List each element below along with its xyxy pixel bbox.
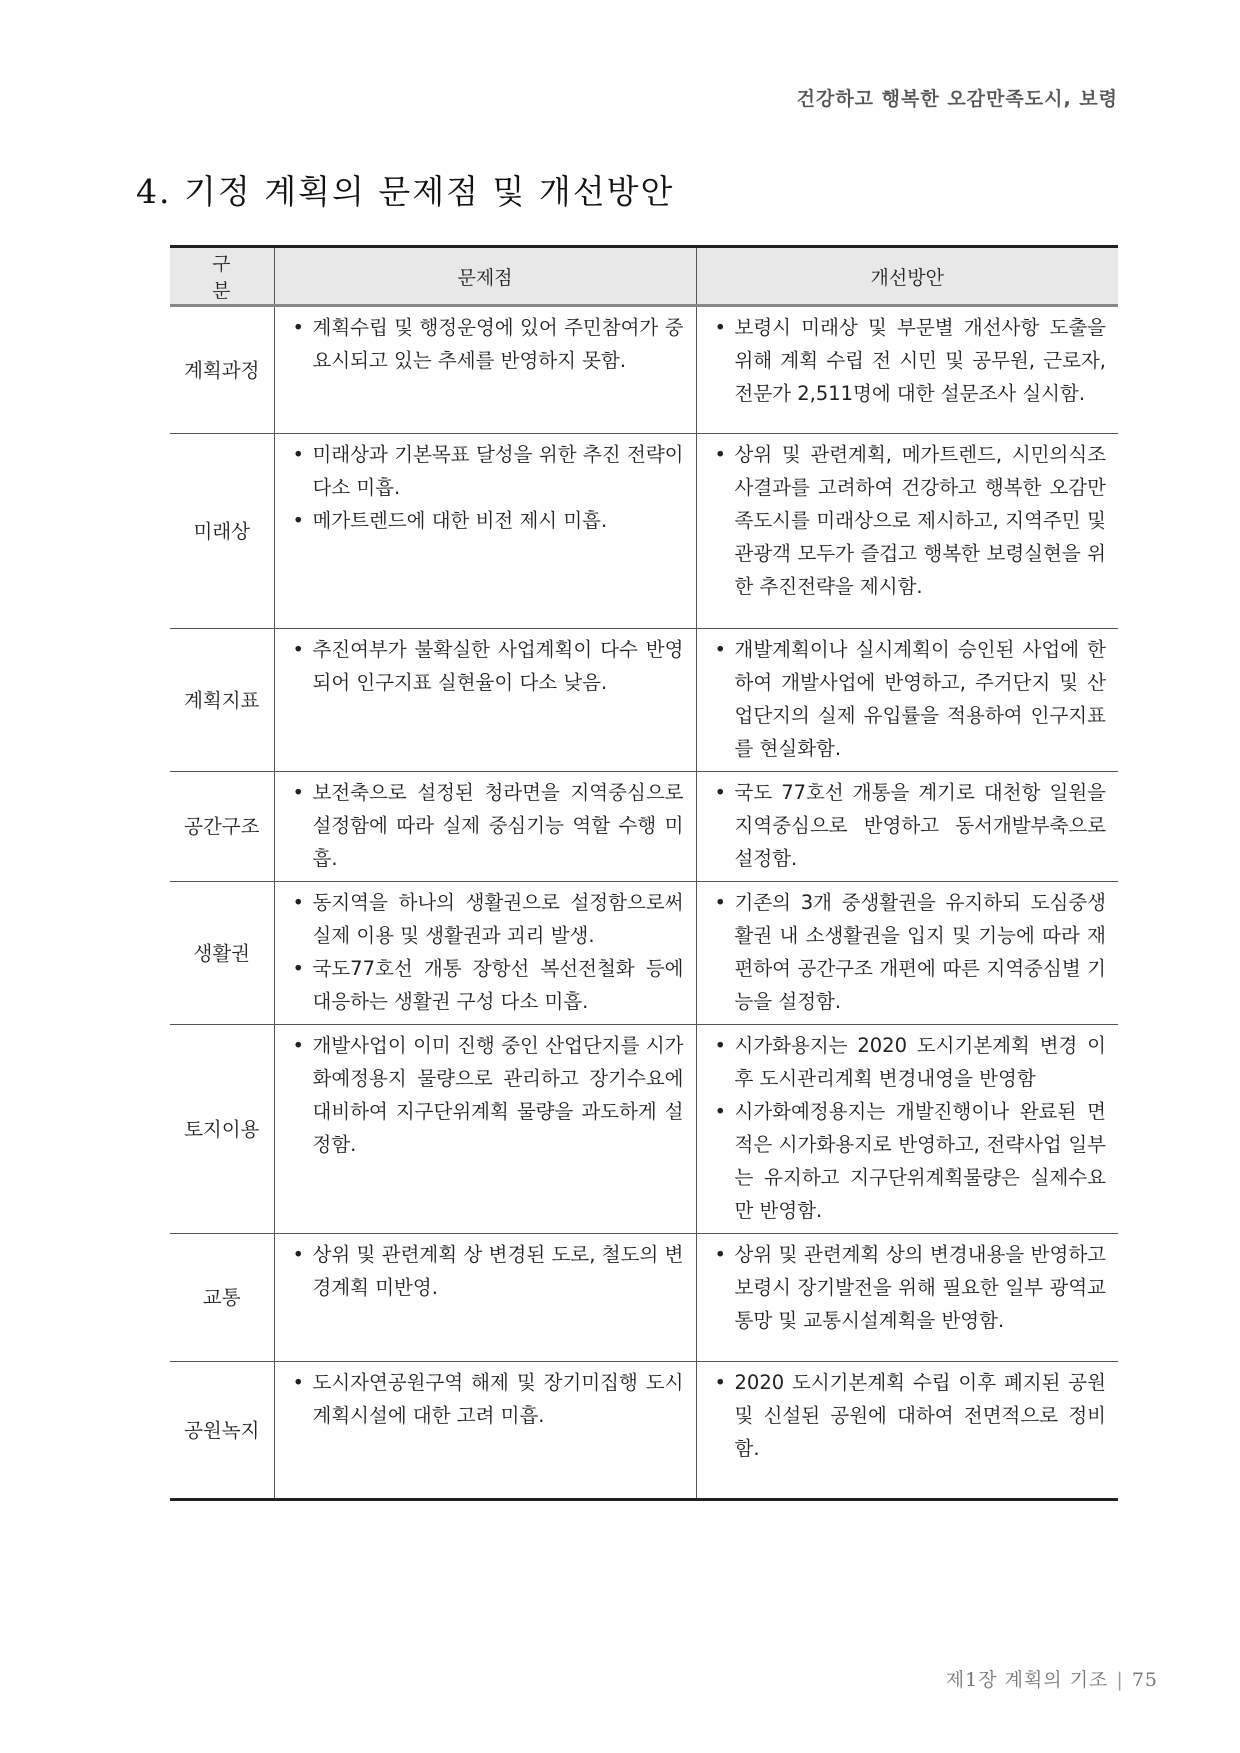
table-row xyxy=(170,882,1118,1025)
row-improvements xyxy=(696,629,1118,772)
list-item: • 상위 및 관련계획, 메가트렌드, 시민의식조사결과를 고려하여 건강하고 행복한 오감만족도시를 미래상으로 제시하고, 지역주민 및 관광객 모두가 즐겁고 행복한 보령실현을 위한 추진전략을 제시함. xyxy=(711,438,1107,603)
column-header-improvements: 개선방안 xyxy=(696,247,1118,306)
row-problems xyxy=(274,306,696,434)
list-item: • 미래상과 기본목표 달성을 위한 추진 전략이 다소 미흡. xyxy=(289,438,684,504)
row-category: 생활권 xyxy=(170,882,274,1025)
row-problems xyxy=(274,629,696,772)
row-improvements xyxy=(696,882,1118,1025)
row-improvements xyxy=(696,1025,1118,1234)
row-problems xyxy=(274,434,696,629)
row-category: 공원녹지 xyxy=(170,1362,274,1500)
table-row xyxy=(170,772,1118,882)
column-header-category: 구 분 xyxy=(170,247,274,306)
list-item: • 메가트렌드에 대한 비전 제시 미흡. xyxy=(289,504,684,537)
row-category: 토지이용 xyxy=(170,1025,274,1234)
row-improvements xyxy=(696,772,1118,882)
list-item: • 추진여부가 불확실한 사업계획이 다수 반영되어 인구지표 실현율이 다소 낮음. xyxy=(289,633,684,699)
list-item: • 계획수립 및 행정운영에 있어 주민참여가 중요시되고 있는 추세를 반영하지 못함. xyxy=(289,311,684,377)
row-problems xyxy=(274,772,696,882)
table-row xyxy=(170,306,1118,434)
list-item: • 국도 77호선 개통을 계기로 대천항 일원을 지역중심으로 반영하고 동서개발부축으로 설정함. xyxy=(711,776,1107,875)
row-problems xyxy=(274,1234,696,1362)
row-problems xyxy=(274,1025,696,1234)
list-item: • 상위 및 관련계획 상의 변경내용을 반영하고 보령시 장기발전을 위해 필요한 일부 광역교통망 및 교통시설계획을 반영함. xyxy=(711,1238,1107,1337)
table-row xyxy=(170,1025,1118,1234)
table-header-row xyxy=(170,247,1118,306)
page-footer xyxy=(946,1665,1158,1692)
section-title: 4. 기정 계획의 문제점 및 개선방안 xyxy=(136,172,675,211)
list-item: • 시가화예정용지는 개발진행이나 완료된 면적은 시가화용지로 반영하고, 전략사업 일부는 유지하고 지구단위계획물량은 실제수요만 반영함. xyxy=(711,1095,1107,1227)
column-header-problems: 문제점 xyxy=(274,247,696,306)
table-row xyxy=(170,1362,1118,1500)
row-problems xyxy=(274,882,696,1025)
footer-separator: | xyxy=(1116,1669,1124,1691)
list-item: • 도시자연공원구역 해제 및 장기미집행 도시계획시설에 대한 고려 미흡. xyxy=(289,1366,684,1432)
running-header: 건강하고 행복한 오감만족도시, 보령 xyxy=(796,88,1118,110)
row-category: 공간구조 xyxy=(170,772,274,882)
row-improvements xyxy=(696,1234,1118,1362)
page-number: 75 xyxy=(1131,1669,1158,1691)
list-item: • 상위 및 관련계획 상 변경된 도로, 철도의 변경계획 미반영. xyxy=(289,1238,684,1304)
row-improvements xyxy=(696,306,1118,434)
row-category: 미래상 xyxy=(170,434,274,629)
row-category: 계획과정 xyxy=(184,358,260,382)
list-item: • 보령시 미래상 및 부문별 개선사항 도출을 위해 계획 수립 전 시민 및 공무원, 근로자, 전문가 2,511명에 대한 설문조사 실시함. xyxy=(711,311,1107,410)
problems-improvements-table xyxy=(170,245,1118,1501)
list-item: • 2020 도시기본계획 수립 이후 폐지된 공원 및 신설된 공원에 대하여 전면적으로 정비함. xyxy=(711,1366,1107,1465)
row-improvements xyxy=(696,1362,1118,1500)
list-item: • 기존의 3개 중생활권을 유지하되 도심중생활권 내 소생활권을 입지 및 기능에 따라 재편하여 공간구조 개편에 따른 지역중심별 기능을 설정함. xyxy=(711,886,1107,1018)
list-item: • 시가화용지는 2020 도시기본계획 변경 이후 도시관리계획 변경내영을 반영함 xyxy=(711,1029,1107,1095)
table-row xyxy=(170,1234,1118,1362)
list-item: • 개발계획이나 실시계획이 승인된 사업에 한하여 개발사업에 반영하고, 주거단지 및 산업단지의 실제 유입률을 적용하여 인구지표를 현실화함. xyxy=(711,633,1107,765)
chapter-label: 제1장 계획의 기조 xyxy=(945,1669,1109,1691)
table-row xyxy=(170,629,1118,772)
table-row xyxy=(170,434,1118,629)
row-problems xyxy=(274,1362,696,1500)
list-item: • 동지역을 하나의 생활권으로 설정함으로써 실제 이용 및 생활권과 괴리 발생. xyxy=(289,886,684,952)
list-item: • 보전축으로 설정된 청라면을 지역중심으로 설정함에 따라 실제 중심기능 역할 수행 미흡. xyxy=(289,776,684,875)
row-category: 교통 xyxy=(170,1234,274,1362)
list-item: • 국도77호선 개통 장항선 복선전철화 등에 대응하는 생활권 구성 다소 미흡. xyxy=(289,952,684,1018)
row-improvements xyxy=(696,434,1118,629)
row-category: 계획지표 xyxy=(170,629,274,772)
list-item: • 개발사업이 이미 진행 중인 산업단지를 시가화예정용지 물량으로 관리하고 장기수요에 대비하여 지구단위계획 물량을 과도하게 설정함. xyxy=(289,1029,684,1161)
